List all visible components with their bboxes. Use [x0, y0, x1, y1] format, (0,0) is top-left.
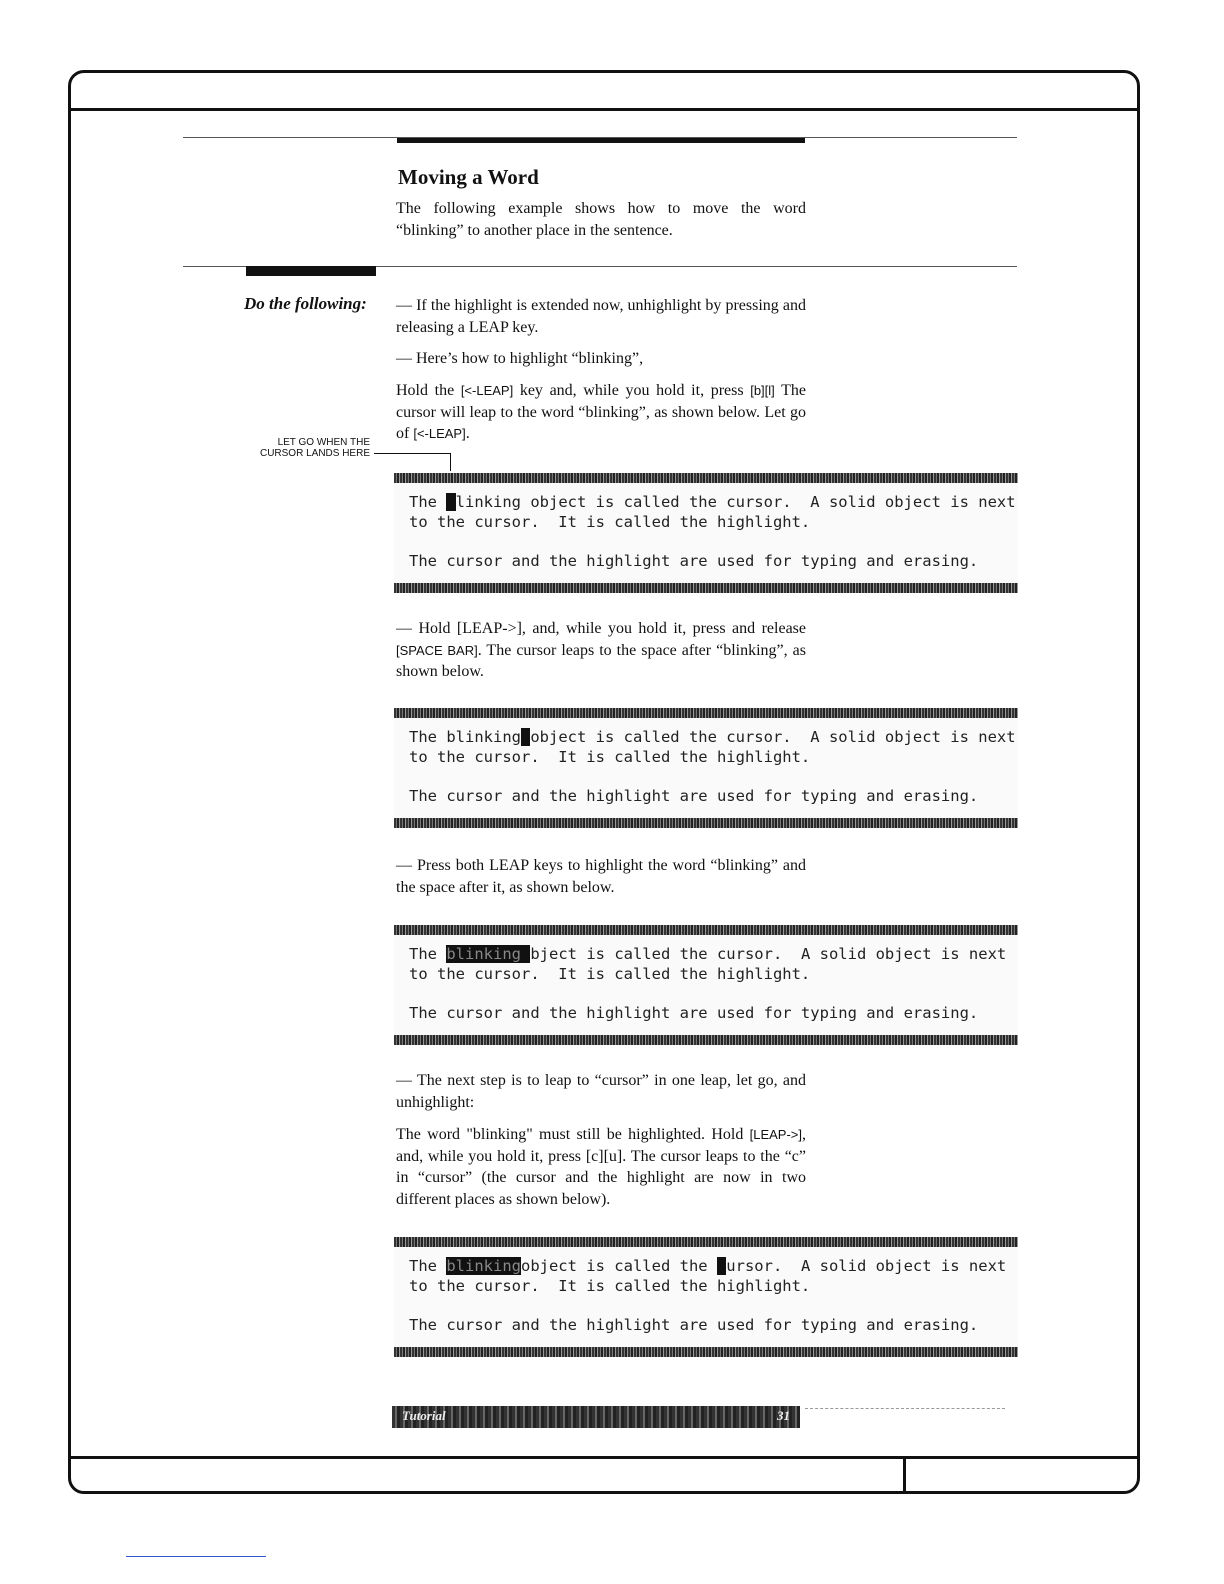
- screen-text: to the cursor. It is called the highlight.: [409, 747, 811, 766]
- bottom-link-stub: [126, 1556, 266, 1557]
- screen-band-bottom: [394, 818, 1018, 828]
- screen-text: ursor. A solid object is next: [726, 1257, 1007, 1275]
- key-leap-forward: [LEAP->]: [749, 1127, 802, 1142]
- highlighted-word: blinking: [446, 945, 531, 963]
- screen-band-bottom: [394, 1035, 1018, 1045]
- screen-band-top: [394, 925, 1018, 935]
- screen-band-bottom: [394, 1347, 1018, 1357]
- key-leap-back-2: [<-LEAP]: [413, 426, 466, 441]
- step-leap-forward: — Hold [LEAP->], and, while you hold it, press and release [SPACE BAR]. The cursor leaps to the space after “blinking”, as shown below.: [396, 620, 806, 680]
- page-number: 31: [777, 1408, 790, 1423]
- page-footer: [392, 1406, 800, 1428]
- screen-text: to the cursor. It is called the highlight.: [409, 1276, 811, 1295]
- screen-band-top: [394, 473, 1018, 483]
- frame-header-line: [68, 108, 1140, 111]
- do-the-following-label: Do the following:: [244, 294, 367, 313]
- footer-section: Tutorial: [402, 1408, 446, 1423]
- cursor-block: b: [446, 493, 456, 511]
- screen-text: to the cursor. It is called the highlight.: [409, 512, 811, 531]
- step-hold-leap: The word "blinking" must still be highlighted. Hold [LEAP->], and, while you hold it, press [c][u]. The cursor leaps to the “c” in “cursor” (the cursor and the highlight are now in two different places as shown below).: [396, 1126, 806, 1208]
- mid-rule-bar: [246, 266, 376, 276]
- screen-example-4: The blinkingobject is called the cursor. A solid object is next to the cursor. It is called the highlight. The cursor and the highlight are used for typing and erasing.: [394, 1237, 1018, 1357]
- screen-text: The cursor and the highlight are used for typing and erasing.: [409, 1003, 979, 1022]
- callout-pointer: [450, 453, 451, 471]
- screen-text: linking object is called the cursor. A solid object is next: [455, 493, 1016, 511]
- section-title: Moving a Word: [398, 165, 539, 189]
- frame-footer-divider: [903, 1456, 906, 1494]
- frame-footer-line: [68, 1456, 1140, 1459]
- cursor-block: c: [716, 1257, 727, 1275]
- screen-text: object is called the cursor. A solid object is next: [530, 728, 1016, 746]
- screen-text: The cursor and the highlight are used for typing and erasing.: [409, 1315, 979, 1334]
- key-b-l: [b][l]: [750, 383, 775, 398]
- cursor-block: [521, 728, 530, 746]
- step-highlight-word: — Press both LEAP keys to highlight the word “blinking” and the space after it, as shown below.: [396, 857, 806, 896]
- screen-text: The blinking: [409, 728, 521, 746]
- step-leap-cursor: — The next step is to leap to “cursor” in one leap, let go, and unhighlight:: [396, 1072, 806, 1111]
- step-leap-back: Hold the [<-LEAP] key and, while you hold it, press [b][l] The cursor will leap to the word “blinking”, as shown below. Let go of [<-LEAP].: [396, 382, 807, 442]
- step-highlight-intro: — Here’s how to highlight “blinking”,: [396, 350, 644, 367]
- screen-example-1: [394, 473, 1018, 593]
- screen-example-2: [394, 708, 1018, 828]
- screen-band-top: [394, 1237, 1018, 1247]
- screen-text: object is called the: [520, 1257, 717, 1275]
- screen-text: The: [409, 493, 447, 511]
- screen-text: The cursor and the highlight are used for typing and erasing.: [409, 786, 979, 805]
- screen-text: The cursor and the highlight are used for typing and erasing.: [409, 551, 979, 570]
- callout-label: LET GO WHEN THE CURSOR LANDS HERE: [259, 437, 370, 459]
- intro-paragraph: The following example shows how to move the word “blinking” to another place in the sentence.: [396, 200, 806, 239]
- top-rule-bar: [397, 138, 805, 143]
- highlighted-word: blinking: [446, 1257, 521, 1275]
- screen-band-bottom: [394, 583, 1018, 593]
- screen-example-3: The blinking bject is called the cursor. A solid object is next to the cursor. It is called the highlight. The cursor and the highlight are used for typing and erasing.: [394, 925, 1018, 1045]
- key-space-bar: [SPACE BAR]: [396, 642, 478, 658]
- screen-band-top: [394, 708, 1018, 718]
- key-leap-back: [<-LEAP]: [460, 383, 514, 398]
- callout-line: [374, 453, 451, 454]
- footer-dash: [805, 1408, 1005, 1409]
- screen-text: bject is called the cursor. A solid object is next: [530, 945, 1007, 963]
- screen-text: to the cursor. It is called the highlight.: [409, 964, 811, 983]
- step-unhighlight: — If the highlight is extended now, unhighlight by pressing and releasing a LEAP key.: [396, 297, 806, 336]
